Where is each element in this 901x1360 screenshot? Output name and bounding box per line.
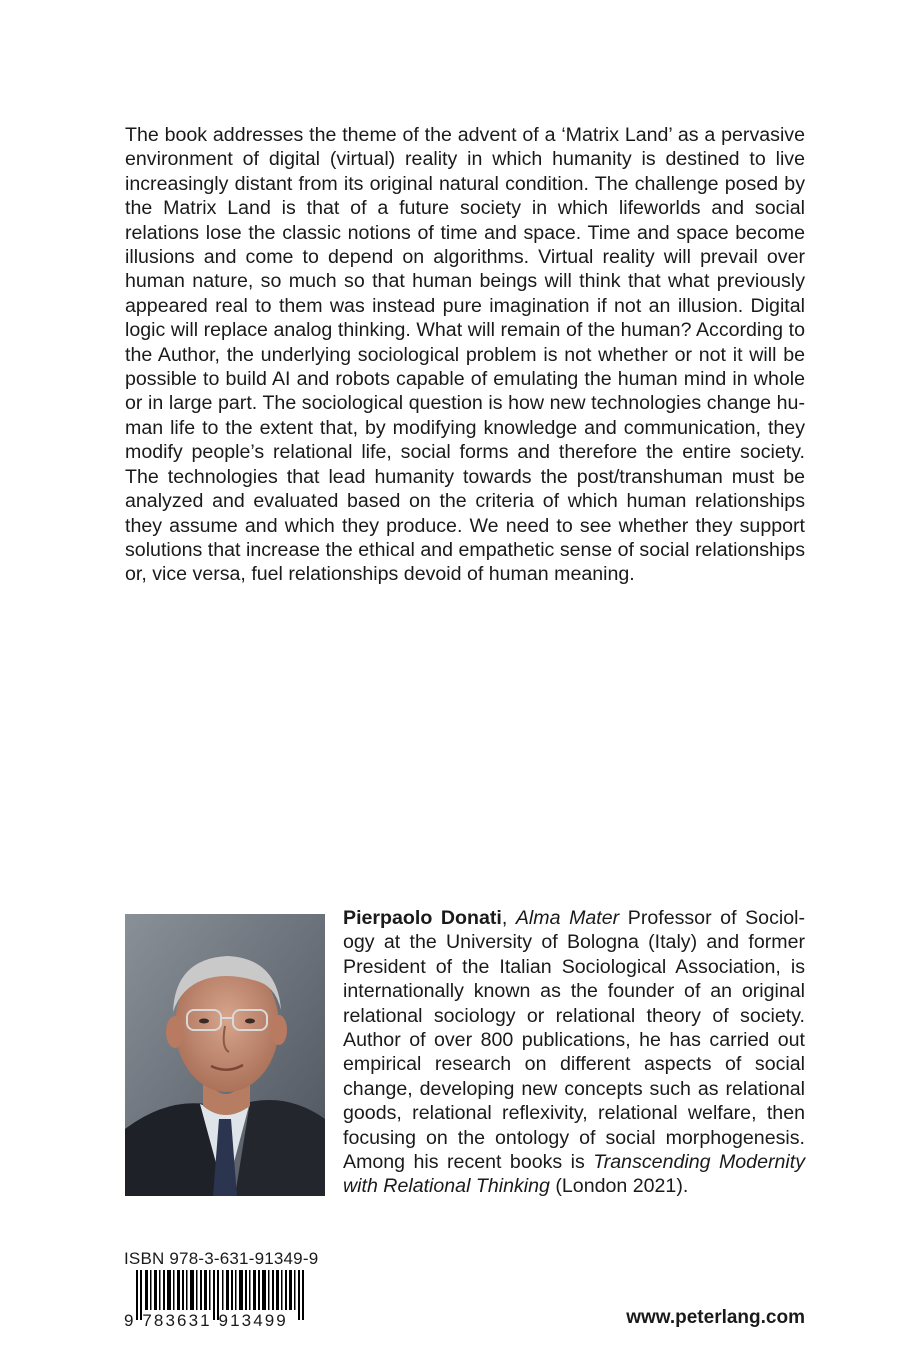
isbn-barcode-digits: 9 783631 913499 — [124, 1311, 288, 1330]
author-book-title: Transcending Modernity with Relational Thinking — [343, 1151, 805, 1198]
isbn-label: ISBN 978-3-631-91349-9 — [124, 1249, 319, 1268]
publisher-website[interactable]: www.peterlang.com — [626, 1307, 805, 1328]
author-bio-text-end: (London 2021). — [549, 1175, 689, 1198]
author-photo — [125, 914, 325, 1196]
author-title-italic: Alma Mater — [515, 907, 620, 929]
author-bio — [343, 906, 805, 1199]
author-name-separator: , — [501, 907, 516, 929]
author-bio-text: Professor of Sociology at the University of Bologna (Italy) and former President of the Italian Sociological Association, is internationally known as the founder of an original relational sociology or relational theory of society. Author of over 800 publications, he has carried out empirical research on different aspects of social change, developing new concepts such as relational goods, relational reflexivity, relational welfare, then focusing on the ontology of social morphogenesis. Among his recent books is — [343, 907, 806, 1174]
back-cover-blurb: The book addresses the theme of the advent of a ‘Matrix Land’ as a pervasive environment of digital (virtual) reality in which humanity is destined to live increasingly distant from its original natural condition. The challenge posed by the Matrix Land is that of a future society in which lifeworlds and social relations lose the classic notions of time and space. Time and space become illusions and come to depend on algorithms. Virtual reality will prevail over human nature, so much so that human beings will think that what previously appeared real to them was instead pure imagination if not an illusion. Digital logic will replace analog thinking. What will remain of the human? According to the Author, the underlying sociological problem is not whether or not it will be possible to build AI and robots capable of emulating the human mind in whole or in large part. The sociological question is how new technologies change human life to the extent that, by modifying knowledge and communication, they modify people’s relational life, social forms and therefore the entire society. The technologies that lead humanity towards the post/transhuman must be analyzed and evaluated based on the criteria of which human relationships they assume and which they produce. We need to see whether they support solutions that increase the ethical and empathetic sense of social relationships or, vice versa, fuel relationships devoid of human meaning. — [125, 124, 805, 586]
author-name: Pierpaolo Donati — [343, 907, 502, 929]
